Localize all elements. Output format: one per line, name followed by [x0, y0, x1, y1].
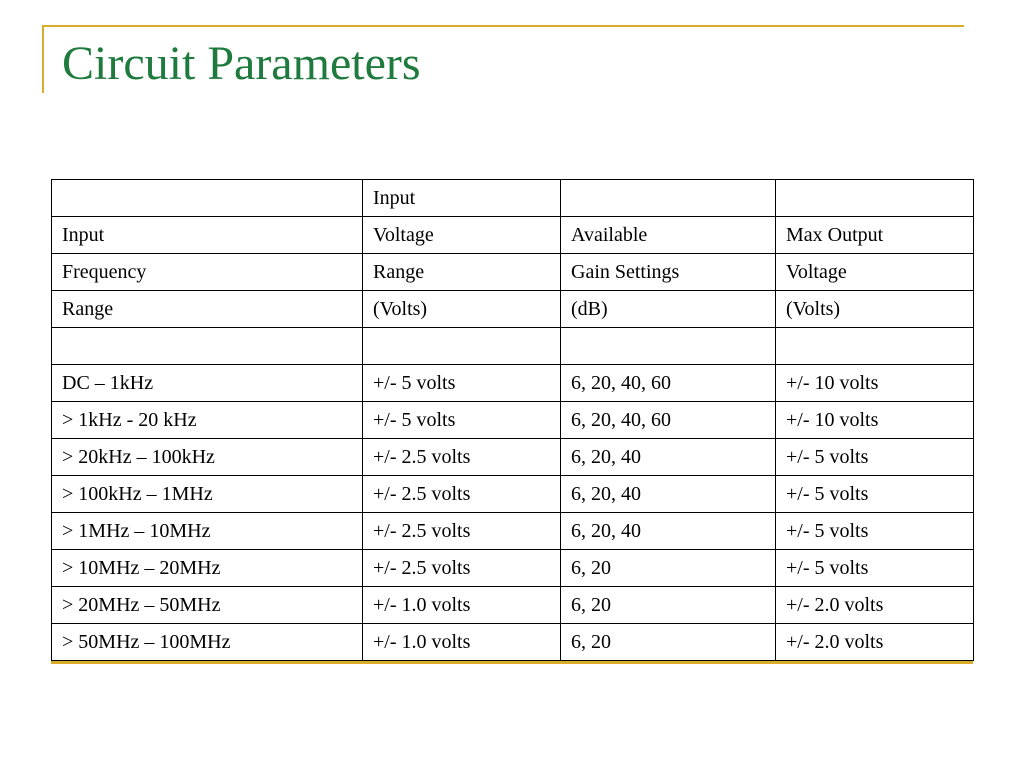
table-cell: [561, 180, 776, 217]
table-cell: [776, 328, 974, 365]
table-cell: Input: [363, 180, 561, 217]
table-cell: +/- 2.5 volts: [363, 513, 561, 550]
table-cell: Voltage: [776, 254, 974, 291]
table-cell: +/- 5 volts: [776, 439, 974, 476]
table-cell: +/- 2.0 volts: [776, 624, 974, 661]
table-cell: 6, 20: [561, 587, 776, 624]
table-cell: +/- 2.0 volts: [776, 587, 974, 624]
table-row: [52, 180, 974, 217]
table-cell: Range: [52, 291, 363, 328]
table-cell: +/- 5 volts: [776, 550, 974, 587]
table-cell: > 100kHz – 1MHz: [52, 476, 363, 513]
table-cell: > 1MHz – 10MHz: [52, 513, 363, 550]
table-cell: 6, 20, 40: [561, 513, 776, 550]
table-cell: Range: [363, 254, 561, 291]
table-cell: 6, 20, 40: [561, 476, 776, 513]
table-cell: Voltage: [363, 217, 561, 254]
table-cell: Gain Settings: [561, 254, 776, 291]
table-cell: > 20kHz – 100kHz: [52, 439, 363, 476]
table-cell: 6, 20, 40, 60: [561, 402, 776, 439]
table-row: [52, 513, 974, 550]
table-cell: [52, 180, 363, 217]
table-row: [52, 624, 974, 661]
table-cell: [363, 328, 561, 365]
table-cell: > 50MHz – 100MHz: [52, 624, 363, 661]
table-cell: +/- 2.5 volts: [363, 439, 561, 476]
table-cell: DC – 1kHz: [52, 365, 363, 402]
table-cell: (dB): [561, 291, 776, 328]
parameters-table-container: [51, 179, 973, 664]
table-cell: +/- 1.0 volts: [363, 624, 561, 661]
table-cell: 6, 20, 40: [561, 439, 776, 476]
table-cell: +/- 5 volts: [776, 513, 974, 550]
table-row: [52, 439, 974, 476]
table-cell: Available: [561, 217, 776, 254]
table-cell: 6, 20: [561, 550, 776, 587]
table-row: [52, 550, 974, 587]
table-cell: +/- 2.5 volts: [363, 476, 561, 513]
table-cell: +/- 5 volts: [363, 365, 561, 402]
table-row: [52, 217, 974, 254]
table-row: [52, 254, 974, 291]
table-cell: +/- 10 volts: [776, 402, 974, 439]
table-cell: Input: [52, 217, 363, 254]
table-cell: [52, 328, 363, 365]
table-cell: +/- 5 volts: [776, 476, 974, 513]
table-cell: > 20MHz – 50MHz: [52, 587, 363, 624]
parameters-table-body: [52, 180, 974, 661]
table-cell: > 1kHz - 20 kHz: [52, 402, 363, 439]
table-cell: Frequency: [52, 254, 363, 291]
table-cell: > 10MHz – 20MHz: [52, 550, 363, 587]
slide-title: Circuit Parameters: [62, 37, 421, 90]
table-cell: 6, 20: [561, 624, 776, 661]
title-left-rule: [42, 25, 44, 93]
table-row: [52, 402, 974, 439]
table-cell: +/- 2.5 volts: [363, 550, 561, 587]
table-row: [52, 476, 974, 513]
title-top-rule: [42, 25, 964, 27]
table-row: [52, 587, 974, 624]
table-cell: [561, 328, 776, 365]
table-row: [52, 291, 974, 328]
table-row: [52, 328, 974, 365]
table-cell: 6, 20, 40, 60: [561, 365, 776, 402]
table-cell: Max Output: [776, 217, 974, 254]
table-cell: [776, 180, 974, 217]
table-row: [52, 365, 974, 402]
parameters-table: [51, 179, 974, 661]
table-cell: +/- 1.0 volts: [363, 587, 561, 624]
table-cell: +/- 5 volts: [363, 402, 561, 439]
table-cell: +/- 10 volts: [776, 365, 974, 402]
table-cell: (Volts): [363, 291, 561, 328]
table-cell: (Volts): [776, 291, 974, 328]
